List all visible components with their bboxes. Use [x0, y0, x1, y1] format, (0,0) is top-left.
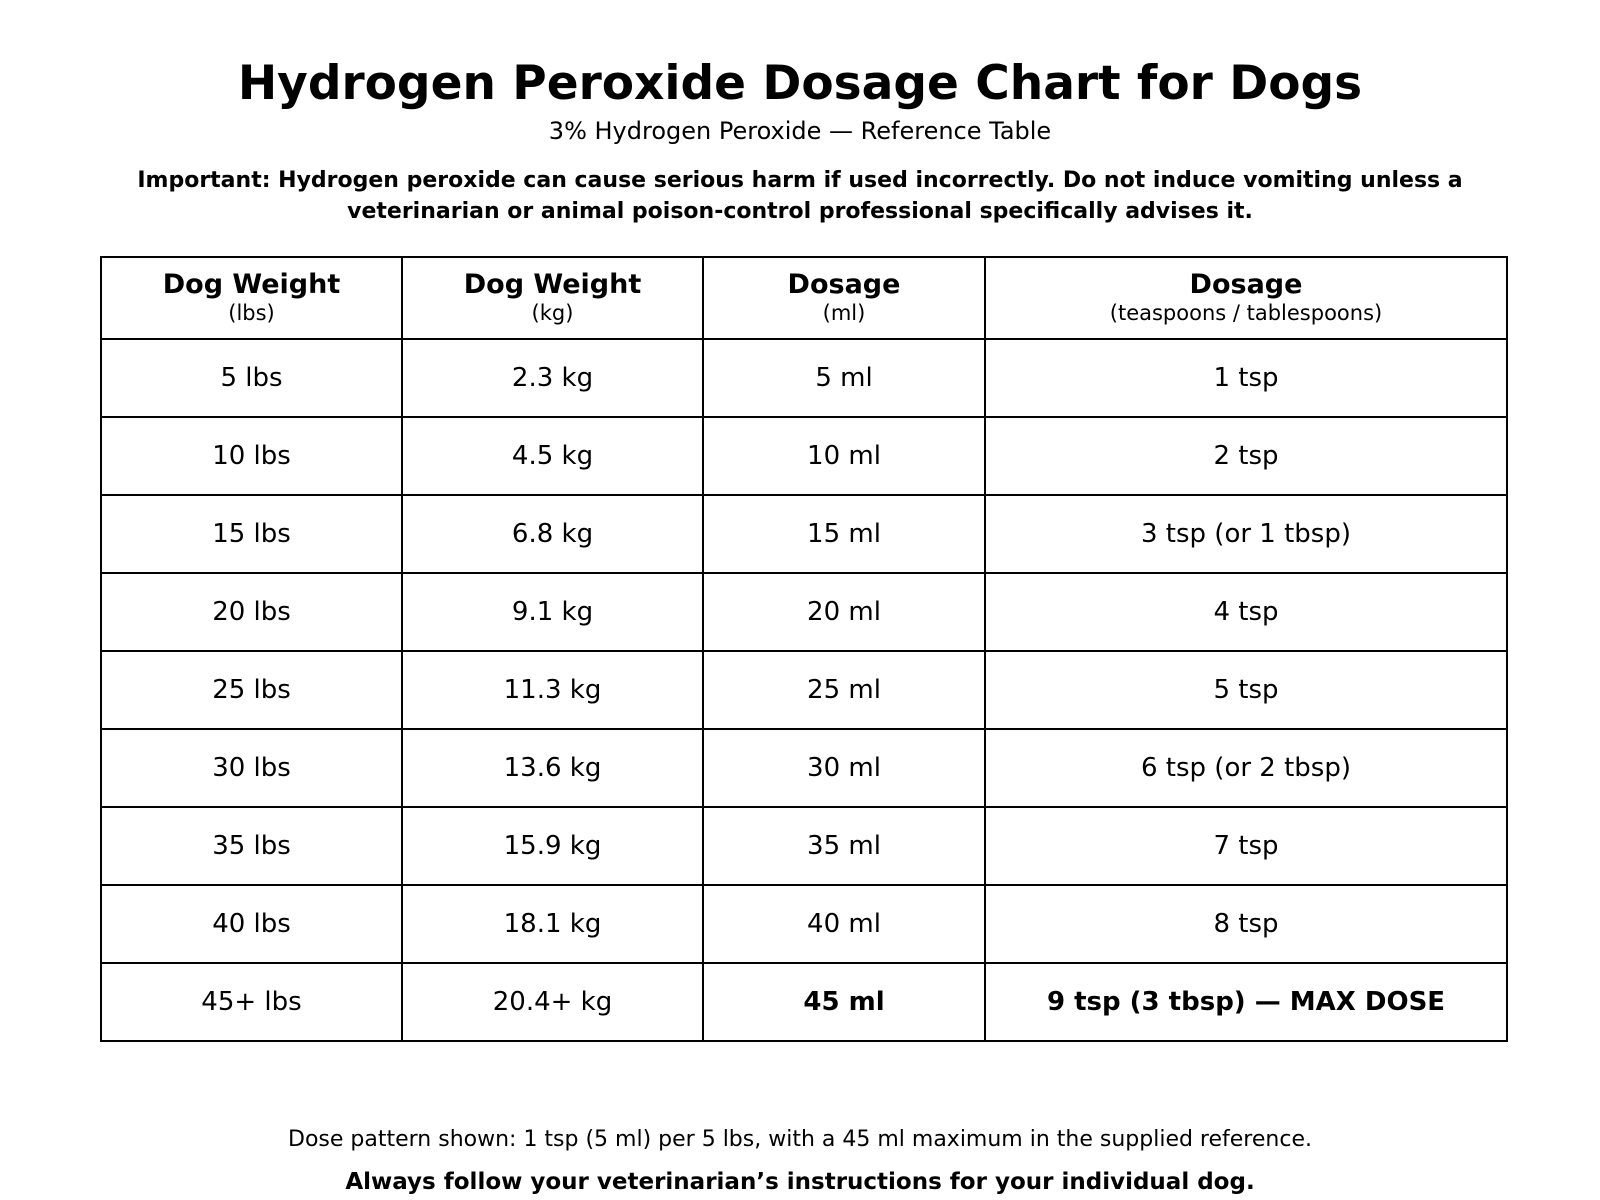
cell-dosage-tsp: 6 tsp (or 2 tbsp) [985, 729, 1507, 807]
cell-weight-lbs: 15 lbs [101, 495, 402, 573]
header-label: Dog Weight [463, 269, 642, 300]
cell-dosage-ml: 35 ml [703, 807, 985, 885]
cell-weight-kg: 6.8 kg [402, 495, 703, 573]
cell-weight-kg: 15.9 kg [402, 807, 703, 885]
cell-weight-lbs: 5 lbs [101, 339, 402, 417]
vet-instructions-footer: Always follow your veterinarian’s instructions for your individual dog. [345, 1169, 1255, 1195]
table-row-max-dose [101, 963, 1507, 1041]
cell-dosage-tsp: 5 tsp [985, 651, 1507, 729]
header-weight-kg [402, 257, 703, 339]
cell-weight-kg: 4.5 kg [402, 417, 703, 495]
cell-weight-kg: 11.3 kg [402, 651, 703, 729]
table-row [101, 729, 1507, 807]
dose-pattern-note: Dose pattern shown: 1 tsp (5 ml) per 5 lbs, with a 45 ml maximum in the supplied reference. [288, 1127, 1312, 1152]
cell-weight-lbs: 20 lbs [101, 573, 402, 651]
header-label: Dosage [1189, 269, 1303, 300]
safety-warning: Important: Hydrogen peroxide can cause serious harm if used incorrectly. Do not induce vomiting unless a veterinarian or animal poison-control professional specifically advises it. [137, 168, 1463, 224]
cell-dosage-tsp: 4 tsp [985, 573, 1507, 651]
cell-dosage-ml: 30 ml [703, 729, 985, 807]
table-row [101, 885, 1507, 963]
cell-weight-kg: 2.3 kg [402, 339, 703, 417]
cell-weight-lbs: 35 lbs [101, 807, 402, 885]
table-row [101, 495, 1507, 573]
cell-dosage-ml: 45 ml [703, 963, 985, 1041]
cell-weight-kg: 20.4+ kg [402, 963, 703, 1041]
cell-dosage-tsp: 3 tsp (or 1 tbsp) [985, 495, 1507, 573]
table-row [101, 573, 1507, 651]
cell-weight-kg: 9.1 kg [402, 573, 703, 651]
cell-weight-kg: 13.6 kg [402, 729, 703, 807]
dosage-table [100, 256, 1508, 1042]
table-row [101, 807, 1507, 885]
cell-weight-lbs: 40 lbs [101, 885, 402, 963]
header-unit: (lbs) [228, 301, 275, 325]
cell-dosage-ml: 15 ml [703, 495, 985, 573]
header-dosage-ml [703, 257, 985, 339]
cell-dosage-tsp: 1 tsp [985, 339, 1507, 417]
header-weight-lbs [101, 257, 402, 339]
table-row [101, 339, 1507, 417]
cell-dosage-tsp: 8 tsp [985, 885, 1507, 963]
page-subtitle: 3% Hydrogen Peroxide — Reference Table [548, 117, 1052, 145]
cell-dosage-ml: 20 ml [703, 573, 985, 651]
table-row [101, 417, 1507, 495]
cell-weight-lbs: 25 lbs [101, 651, 402, 729]
cell-dosage-ml: 5 ml [703, 339, 985, 417]
cell-dosage-tsp: 7 tsp [985, 807, 1507, 885]
header-label: Dosage [787, 269, 901, 300]
cell-weight-lbs: 10 lbs [101, 417, 402, 495]
cell-weight-lbs: 30 lbs [101, 729, 402, 807]
cell-dosage-ml: 10 ml [703, 417, 985, 495]
header-unit: (teaspoons / tablespoons) [1109, 301, 1383, 325]
table-header-row [101, 257, 1507, 339]
header-unit: (ml) [822, 301, 866, 325]
table-row [101, 651, 1507, 729]
cell-weight-lbs: 45+ lbs [101, 963, 402, 1041]
cell-weight-kg: 18.1 kg [402, 885, 703, 963]
cell-dosage-tsp: 2 tsp [985, 417, 1507, 495]
header-label: Dog Weight [162, 269, 341, 300]
cell-dosage-ml: 40 ml [703, 885, 985, 963]
page-title: Hydrogen Peroxide Dosage Chart for Dogs [237, 56, 1363, 111]
header-dosage-tsp [985, 257, 1507, 339]
header-unit: (kg) [531, 301, 574, 325]
cell-dosage-tsp: 9 tsp (3 tbsp) — MAX DOSE [985, 963, 1507, 1041]
cell-dosage-ml: 25 ml [703, 651, 985, 729]
